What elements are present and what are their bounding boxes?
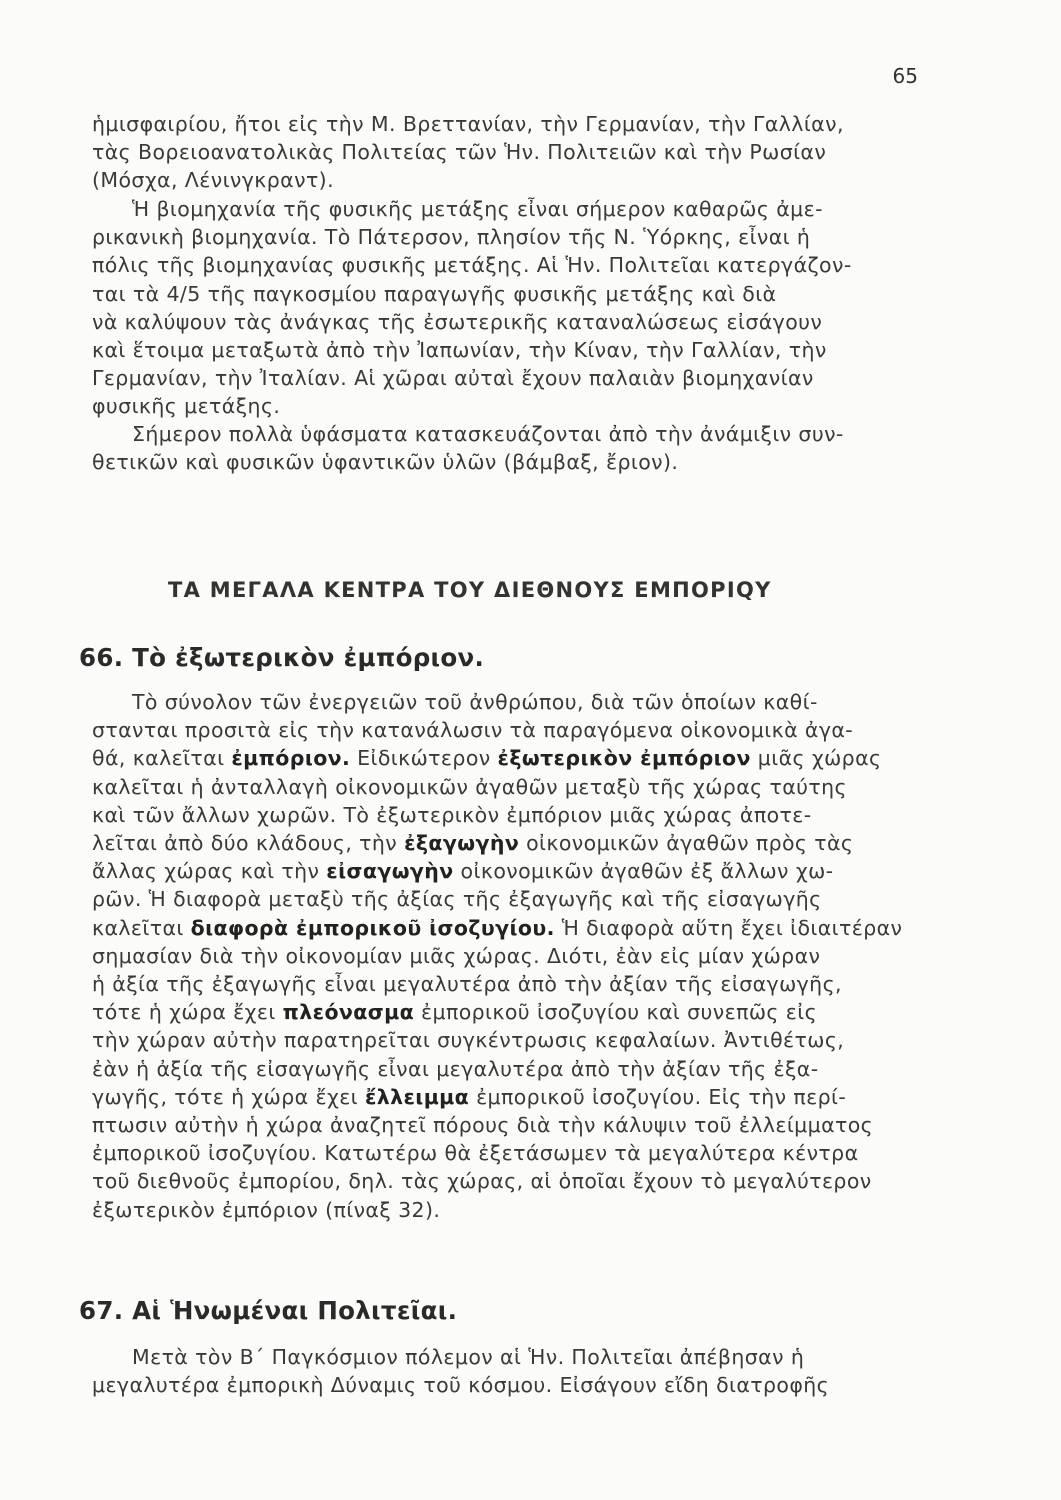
- text-run: οἰκονομικῶν ἀγαθῶν ἐξ ἄλλων χω-: [453, 859, 834, 884]
- text-run: Εἰδικώτερον: [350, 746, 498, 771]
- text-line: Ἡ βιομηχανία τῆς φυσικῆς μετάξης εἶναι σήμερον καθαρῶς ἀμε-: [132, 197, 823, 221]
- term-elleimma: ἔλλειμμα: [364, 1084, 470, 1109]
- text-run: καλεῖται: [92, 915, 191, 940]
- text-line: τοῦ διεθνοῦς ἐμπορίου, δηλ. τὰς χώρας, αἱ ὁποῖαι ἔχουν τὸ μεγαλύτερον: [92, 1169, 872, 1194]
- term-exagogi: ἐξαγωγὴν: [404, 831, 520, 856]
- text-line: [92, 1083, 938, 1111]
- text-run: τότε ἡ χώρα ἔχει: [92, 1000, 283, 1025]
- industry-paragraph: [92, 195, 938, 421]
- heading-66: 66. Τὸ ἐξωτερικὸν ἐμπόριον.: [79, 643, 485, 672]
- text-line: ἐμπορικοῦ ἰσοζυγίου. Κατωτέρω θὰ ἐξετάσωμεν τὰ μεγαλύτερα κέντρα: [92, 1141, 859, 1166]
- text-line: πτωσιν αὐτὴν ἡ χώρα ἀναζητεῖ πόρους διὰ τὴν κάλυψιν τοῦ ἐλλείμματος: [92, 1113, 874, 1138]
- text-run: οἰκονομικῶν ἀγαθῶν πρὸς τὰς: [519, 831, 854, 856]
- text-line: (Μόσχα, Λένινγκραντ).: [92, 168, 334, 193]
- intro-paragraph: [92, 110, 938, 195]
- text-line: στανται προσιτὰ εἰς τὴν κατανάλωσιν τὰ παραγόμενα οἰκονομικὰ ἀγα-: [92, 718, 854, 743]
- text-line: Σήμερον πολλὰ ὑφάσματα κατασκευάζονται ἀπὸ τὴν ἀνάμιξιν συν-: [132, 422, 844, 446]
- page-number: 65: [892, 64, 918, 88]
- text-line: ἐὰν ἡ ἀξία τῆς εἰσαγωγῆς εἶναι μεγαλυτέρα ἀπὸ τὴν ἀξίαν τῆς ἐξα-: [92, 1056, 819, 1081]
- text-line: καὶ ἕτοιμα μεταξωτὰ ἀπὸ τὴν Ἰαπωνίαν, τὴν Κίναν, τὴν Γαλλίαν, τὴν: [92, 338, 827, 363]
- text-line: Μετὰ τὸν Β΄ Παγκόσμιον πόλεμον αἱ Ἡν. Πολιτεῖαι ἀπέβησαν ἡ: [132, 1345, 805, 1369]
- text-line: τὰς Βορειοανατολικὰς Πολιτείας τῶν Ἡν. Πολιτειῶν καὶ τὴν Ρωσίαν: [92, 140, 827, 165]
- text-line: μεγαλυτέρα ἐμπορικὴ Δύναμις τοῦ κόσμου. Εἰσάγουν εἴδη διατροφῆς: [92, 1373, 830, 1398]
- term-emporion: ἐμπόριον.: [231, 746, 351, 771]
- text-line: πόλις τῆς βιομηχανίας φυσικῆς μετάξης. Αἱ Ἡν. Πολιτεῖαι κατεργάζον-: [92, 253, 852, 278]
- text-line: ρῶν. Ἡ διαφορὰ μεταξὺ τῆς ἀξίας τῆς ἐξαγωγῆς καὶ τῆς εἰσαγωγῆς: [92, 887, 822, 912]
- text-run: ἐμπορικοῦ ἰσοζυγίου. Εἰς τὴν περί-: [469, 1084, 847, 1109]
- term-trade-balance-difference: διαφορὰ ἐμπορικοῦ ἰσοζυγίου.: [190, 915, 555, 940]
- text-line: Γερμανίαν, τὴν Ἰταλίαν. Αἱ χῶραι αὐταὶ ἔχουν παλαιὰν βιομηχανίαν: [92, 366, 814, 391]
- text-line: Τὸ σύνολον τῶν ἐνεργειῶν τοῦ ἀνθρώπου, διὰ τῶν ὁποίων καθί-: [132, 690, 818, 714]
- heading-67: 67. Αἱ Ἡνωμέναι Πολιτεῖαι.: [79, 1296, 458, 1325]
- term-eisagogi: εἰσαγωγὴν: [326, 859, 454, 884]
- term-pleonasma: πλεόνασμα: [282, 1000, 415, 1025]
- text-run: λεῖται ἀπὸ δύο κλάδους, τὴν: [92, 831, 405, 856]
- text-line: [92, 857, 938, 885]
- text-line: φυσικῆς μετάξης.: [92, 394, 281, 419]
- text-line: καλεῖται ἡ ἀνταλλαγὴ οἰκονομικῶν ἀγαθῶν μεταξὺ τῆς χώρας ταύτης: [92, 774, 847, 799]
- text-line: [92, 829, 938, 857]
- term-exoteriko-emporio: ἐξωτερικὸν ἐμπόριον: [497, 746, 751, 771]
- text-line: θετικῶν καὶ φυσικῶν ὑφαντικῶν ὑλῶν (βάμβαξ, ἔριον).: [92, 450, 679, 475]
- text-line: τὴν χώραν αὐτὴν παρατηρεῖται συγκέντρωσις κεφαλαίων. Ἀντιθέτως,: [92, 1028, 845, 1053]
- text-line: [92, 744, 938, 772]
- text-run: Ἡ διαφορὰ αὕτη ἔχει ἰδιαιτέραν: [554, 915, 903, 940]
- text-run: μιᾶς χώρας: [750, 746, 882, 771]
- text-line: ρικανικὴ βιομηχανία. Τὸ Πάτερσον, πλησίον τῆς Ν. Ὑόρκης, εἶναι ἡ: [92, 225, 811, 250]
- section-title: ΤΑ ΜΕΓΑΛΑ ΚΕΝΤΡΑ ΤΟΥ ΔΙΕΘΝΟΥΣ ΕΜΠΟΡΙQΥ: [168, 578, 772, 602]
- text-line: καὶ τῶν ἄλλων χωρῶν. Τὸ ἐξωτερικὸν ἐμπόριον μιᾶς χώρας ἀποτε-: [92, 802, 812, 827]
- text-line: ἡμισφαιρίου, ἤτοι εἰς τὴν Μ. Βρεττανίαν, τὴν Γερμανίαν, τὴν Γαλλίαν,: [92, 112, 844, 136]
- text-run: ἐμπορικοῦ ἰσοζυγίου καὶ συνεπῶς εἰς: [414, 1000, 817, 1025]
- text-line: [92, 998, 938, 1026]
- fabrics-paragraph: [92, 420, 938, 476]
- text-line: [92, 914, 938, 942]
- text-run: θά, καλεῖται: [92, 746, 232, 771]
- text-line: ἡ ἀξία τῆς ἐξαγωγῆς εἶναι μεγαλυτέρα ἀπὸ τὴν ἀξίαν τῆς εἰσαγωγῆς,: [92, 972, 842, 997]
- paragraph-66: [92, 688, 938, 1224]
- text-line: σημασίαν διὰ τὴν οἰκονομίαν μιᾶς χώρας. Διότι, ἐὰν εἰς μίαν χώραν: [92, 943, 821, 968]
- text-run: ἄλλας χώρας καὶ τὴν: [92, 859, 327, 884]
- text-run: γωγῆς, τότε ἡ χώρα ἔχει: [92, 1084, 365, 1109]
- text-line: ται τὰ 4/5 τῆς παγκοσμίου παραγωγῆς φυσικῆς μετάξης καὶ διὰ: [92, 281, 777, 306]
- text-line: νὰ καλύψουν τὰς ἀνάγκας τῆς ἐσωτερικῆς καταναλώσεως εἰσάγουν: [92, 309, 823, 334]
- paragraph-67: [92, 1343, 938, 1399]
- text-line: ἐξωτερικὸν ἐμπόριον (πίναξ 32).: [92, 1197, 441, 1222]
